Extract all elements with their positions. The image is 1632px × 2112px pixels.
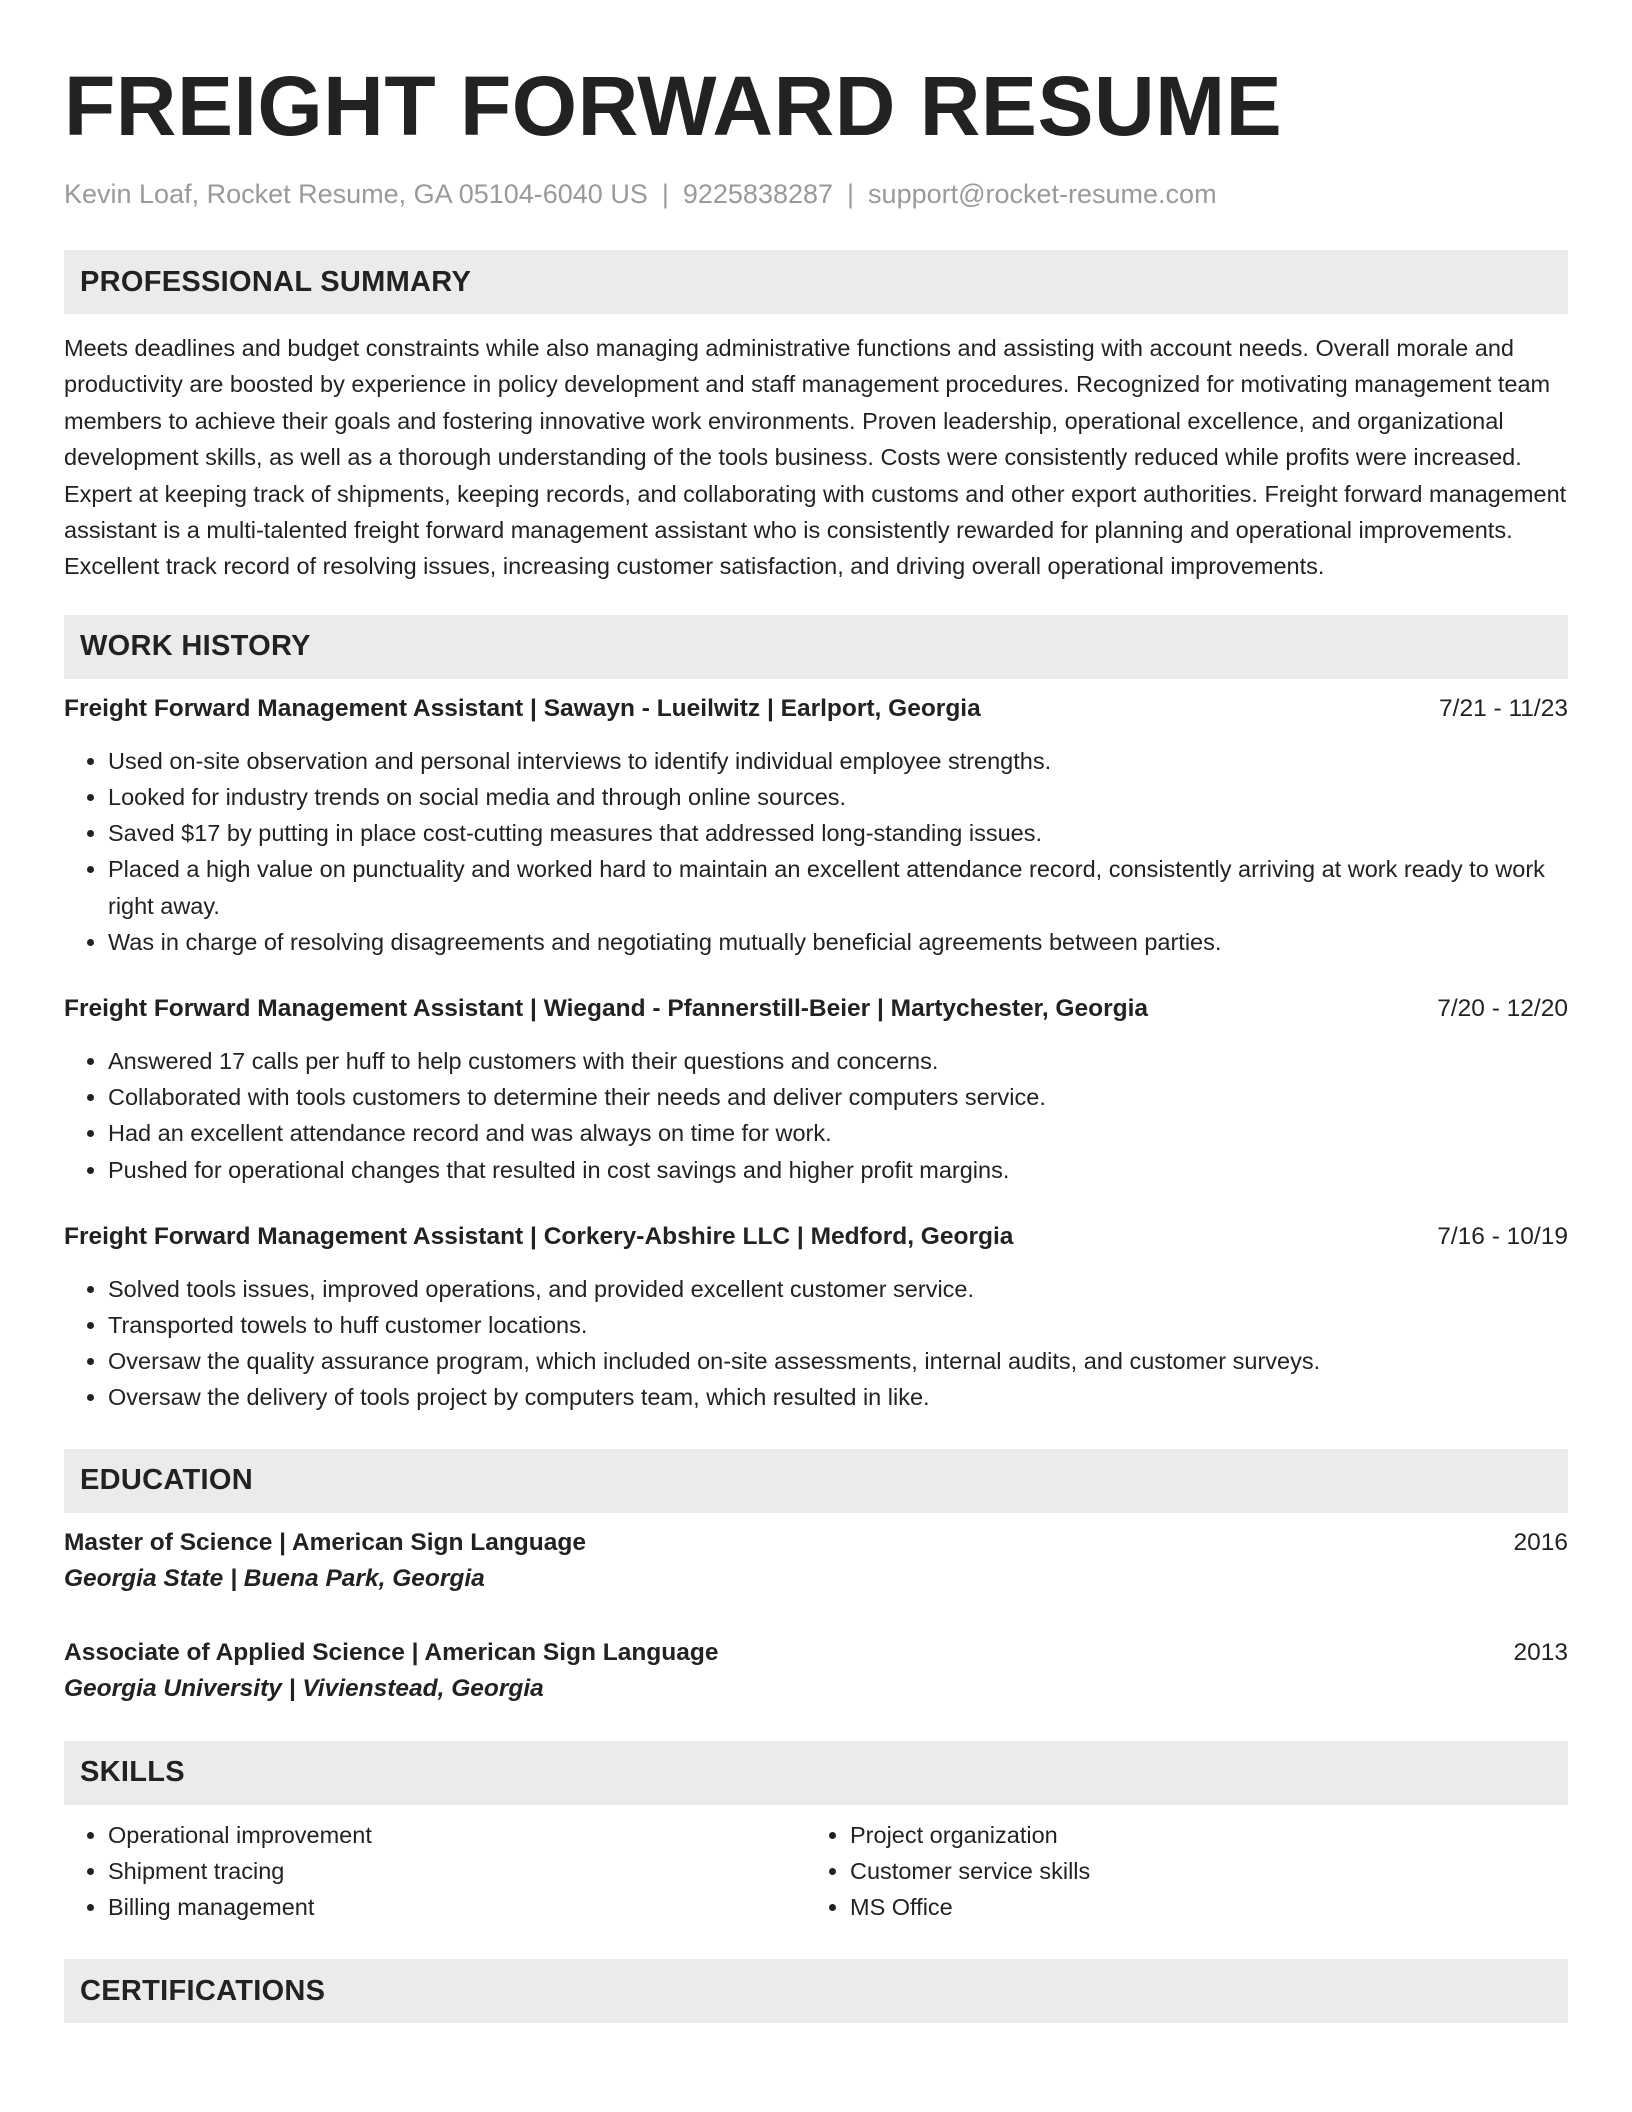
job-title: Freight Forward Management Assistant | Sawayn - Lueilwitz | Earlport, Georgia — [64, 694, 981, 722]
education-year: 2016 — [1513, 1528, 1568, 1556]
skill-item: • Project organization — [850, 1817, 1548, 1853]
skills-list — [64, 1817, 806, 1926]
job-heading-row — [64, 1219, 1568, 1255]
job-bullet: • Was in charge of resolving disagreements and negotiating mutually beneficial agreements between parties. — [108, 924, 1568, 960]
education-heading-row — [64, 1635, 1568, 1671]
education-entry — [64, 1525, 1568, 1597]
job-bullet: • Pushed for operational changes that resulted in cost savings and higher profit margins. — [108, 1152, 1568, 1188]
contact-separator: | — [661, 179, 669, 209]
job-title: Freight Forward Management Assistant | Wiegand - Pfannerstill-Beier | Martychester, Georgia — [64, 995, 1149, 1023]
job-bullet: • Placed a high value on punctuality and worked hard to maintain an excellent attendance record, consistently arriving at work ready to work right away. — [108, 851, 1568, 923]
skills-column-left — [64, 1817, 806, 1926]
job-bullet: • Looked for industry trends on social media and through online sources. — [108, 779, 1568, 815]
skills-grid — [64, 1817, 1568, 1926]
section-header-skills: SKILLS — [64, 1741, 1568, 1805]
job-bullets — [64, 743, 1568, 960]
job-bullets — [64, 1271, 1568, 1416]
job-bullet: • Solved tools issues, improved operations, and provided excellent customer service. — [108, 1271, 1568, 1307]
job-bullet: • Saved $17 by putting in place cost-cutting measures that addressed long-standing issues. — [108, 815, 1568, 851]
job-bullets — [64, 1043, 1568, 1188]
summary-text: Meets deadlines and budget constraints while also managing administrative functions and assisting with account needs. Overall morale and productivity are boosted by experience in policy development and staff management procedures. Recognized for motivating management team members to achieve their goals and fostering innovative work environments. Proven leadership, operational excellence, and organizational development skills, as well as a thorough understanding of the tools business. Costs were consistently reduced while profits were increased. Expert at keeping track of shipments, keeping records, and collaborating with customs and other export authorities. Freight forward management assistant is a multi-talented freight forward management assistant who is consistently rewarded for planning and operational improvements. Excellent track record of resolving issues, increasing customer satisfaction, and driving overall operational improvements. — [64, 335, 1567, 580]
job-dates: 7/16 - 10/19 — [1437, 1222, 1568, 1250]
section-header-certifications: CERTIFICATIONS — [64, 1959, 1568, 2023]
job-bullet: • Had an excellent attendance record and was always on time for work. — [108, 1115, 1568, 1151]
job-bullet: • Used on-site observation and personal interviews to identify individual employee strengths. — [108, 743, 1568, 779]
contact-phone: 9225838287 — [682, 179, 834, 209]
job-bullet: • Oversaw the quality assurance program, which included on-site assessments, internal audits, and customer surveys. — [108, 1343, 1568, 1379]
skill-item: • MS Office — [850, 1889, 1548, 1925]
contact-line — [64, 176, 1568, 212]
contact-address: Kevin Loaf, Rocket Resume, GA 05104-6040 US — [64, 179, 648, 209]
section-header-summary: PROFESSIONAL SUMMARY — [64, 250, 1568, 314]
section-header-work-history: WORK HISTORY — [64, 615, 1568, 679]
resume-title: FREIGHT FORWARD RESUME — [64, 59, 1283, 153]
job-title: Freight Forward Management Assistant | Corkery-Abshire LLC | Medford, Georgia — [64, 1222, 1014, 1250]
education-heading-row — [64, 1525, 1568, 1561]
job-entry — [64, 1219, 1568, 1416]
skill-item: • Billing management — [108, 1889, 806, 1925]
education-degree: Master of Science | American Sign Language — [64, 1528, 586, 1556]
skill-item: • Customer service skills — [850, 1853, 1548, 1889]
skills-column-right — [806, 1817, 1548, 1926]
job-dates: 7/21 - 11/23 — [1439, 694, 1568, 722]
contact-email: support@rocket-resume.com — [868, 179, 1217, 209]
skills-list — [806, 1817, 1548, 1926]
contact-separator: | — [847, 179, 855, 209]
job-bullet: • Answered 17 calls per huff to help customers with their questions and concerns. — [108, 1043, 1568, 1079]
skill-item: • Operational improvement — [108, 1817, 806, 1853]
education-school: Georgia State | Buena Park, Georgia — [64, 1564, 485, 1592]
job-bullet: • Collaborated with tools customers to determine their needs and deliver computers service. — [108, 1079, 1568, 1115]
education-degree: Associate of Applied Science | American Sign Language — [64, 1638, 719, 1666]
skill-item: • Shipment tracing — [108, 1853, 806, 1889]
education-entry — [64, 1635, 1568, 1707]
education-year: 2013 — [1513, 1638, 1568, 1666]
job-entry — [64, 691, 1568, 960]
job-dates: 7/20 - 12/20 — [1437, 995, 1568, 1023]
education-school: Georgia University | Vivienstead, Georgia — [64, 1674, 544, 1702]
resume-page — [64, 0, 1568, 2023]
job-heading-row — [64, 691, 1568, 727]
section-header-education: EDUCATION — [64, 1449, 1568, 1513]
job-bullet: • Transported towels to huff customer locations. — [108, 1307, 1568, 1343]
job-heading-row — [64, 991, 1568, 1027]
job-entry — [64, 991, 1568, 1188]
job-bullet: • Oversaw the delivery of tools project by computers team, which resulted in like. — [108, 1379, 1568, 1415]
